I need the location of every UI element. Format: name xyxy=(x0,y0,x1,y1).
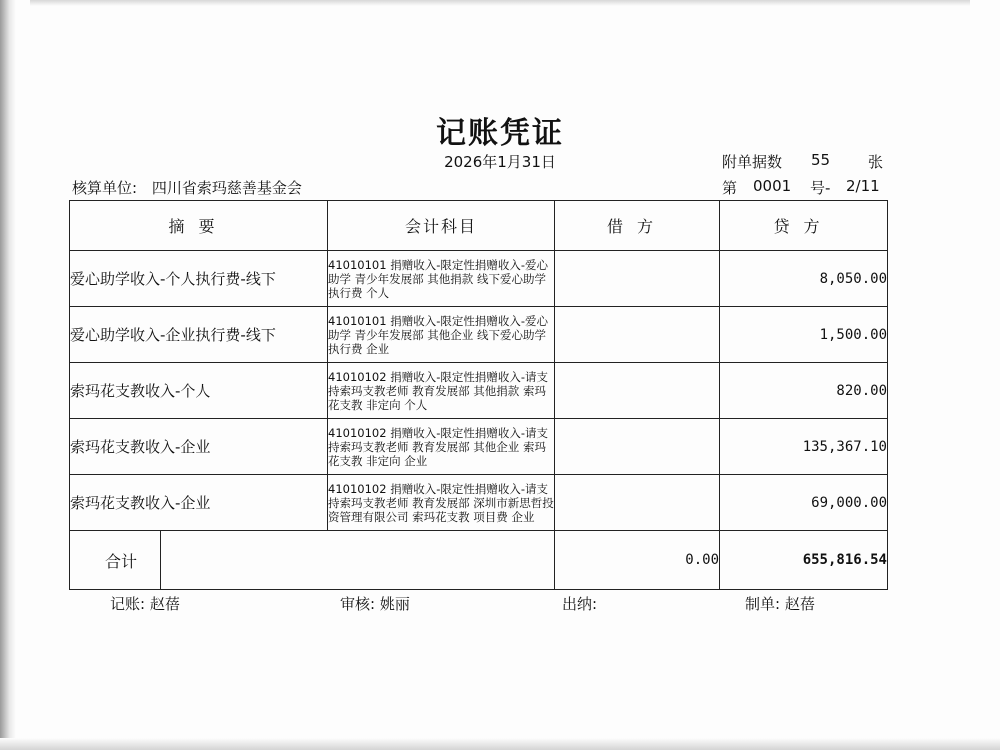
table-row xyxy=(70,475,888,531)
table-header xyxy=(70,201,888,251)
voucher-prefix: 第 xyxy=(722,179,738,197)
row-credit: 820.00 xyxy=(720,363,888,419)
total-label: 合计 xyxy=(70,531,161,589)
footer-bookkeeper: 记账: 赵蓓 xyxy=(110,595,180,613)
table-row xyxy=(70,307,888,363)
row-account: 41010101 捐赠收入-限定性捐赠收入-爱心助学 青少年发展部 其他捐款 线下爱心助学 执行费 个人 xyxy=(328,257,548,300)
total-debit: 0.00 xyxy=(555,531,720,590)
row-credit: 69,000.00 xyxy=(720,475,888,531)
voucher-num: 0001 xyxy=(753,177,792,195)
accounting-unit xyxy=(72,177,302,198)
row-debit xyxy=(555,419,720,475)
header-credit: 贷方 xyxy=(720,201,888,251)
scan-edge-bottom xyxy=(0,738,1000,750)
accounting-unit-name: 四川省索玛慈善基金会 xyxy=(151,179,302,197)
table-row xyxy=(70,419,888,475)
total-credit: 655,816.54 xyxy=(720,531,888,590)
row-credit: 1,500.00 xyxy=(720,307,888,363)
row-credit: 8,050.00 xyxy=(720,251,888,307)
voucher-table xyxy=(69,200,888,590)
voucher-date: 2026年1月31日 xyxy=(444,153,556,171)
row-debit xyxy=(555,251,720,307)
voucher-page: 2/11 xyxy=(846,177,880,195)
attachment-unit: 张 xyxy=(868,153,884,171)
voucher-mid: 号- xyxy=(810,179,831,197)
row-summary: 索玛花支教收入-企业 xyxy=(70,475,328,531)
voucher-title: 记账凭证 xyxy=(436,116,564,151)
row-account: 41010102 捐赠收入-限定性捐赠收入-请支持索玛支教老师 教育发展部 深圳市新思哲投资管理有限公司 索玛花支教 项目费 企业 xyxy=(328,481,554,524)
header-debit: 借方 xyxy=(555,201,720,251)
row-summary: 爱心助学收入-企业执行费-线下 xyxy=(70,307,328,363)
footer-preparer: 制单: 赵蓓 xyxy=(745,595,815,613)
row-credit: 135,367.10 xyxy=(720,419,888,475)
total-row xyxy=(70,531,888,590)
header-summary: 摘要 xyxy=(70,201,328,251)
row-summary: 索玛花支教收入-企业 xyxy=(70,419,328,475)
footer-cashier: 出纳: xyxy=(562,595,598,613)
row-account: 41010102 捐赠收入-限定性捐赠收入-请支持索玛支教老师 教育发展部 其他企业 索玛花支教 非定向 企业 xyxy=(328,425,548,468)
scan-edge-top xyxy=(30,0,970,6)
table-row xyxy=(70,363,888,419)
row-debit xyxy=(555,363,720,419)
table-row xyxy=(70,251,888,307)
row-debit xyxy=(555,307,720,363)
row-account: 41010102 捐赠收入-限定性捐赠收入-请支持索玛支教老师 教育发展部 其他捐款 索玛花支教 非定向 个人 xyxy=(328,369,548,412)
header-account: 会计科目 xyxy=(328,201,555,251)
footer-reviewer: 审核: 姚丽 xyxy=(340,595,410,613)
accounting-unit-label: 核算单位: xyxy=(72,179,138,197)
row-summary: 索玛花支教收入-个人 xyxy=(70,363,328,419)
attachment-number: 55 xyxy=(811,151,831,169)
attachment-label: 附单据数 xyxy=(722,153,783,171)
row-summary: 爱心助学收入-个人执行费-线下 xyxy=(70,251,328,307)
row-account: 41010101 捐赠收入-限定性捐赠收入-爱心助学 青少年发展部 其他企业 线下爱心助学 执行费 企业 xyxy=(328,313,548,356)
row-debit xyxy=(555,475,720,531)
